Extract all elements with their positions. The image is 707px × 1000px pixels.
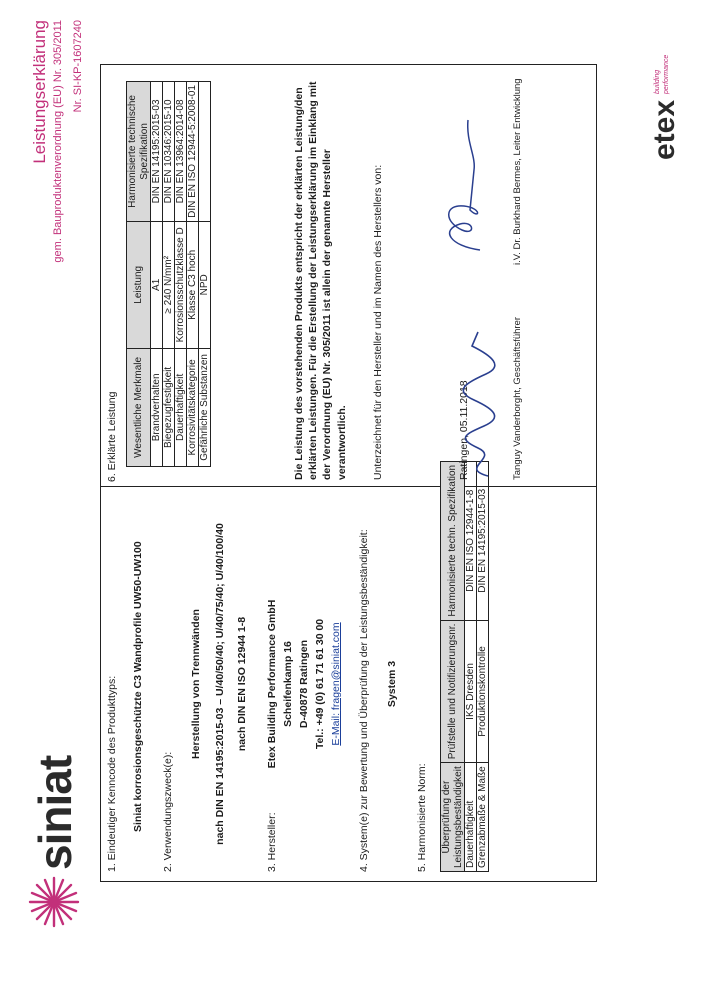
- signature-1-icon: [448, 322, 508, 482]
- declaration-text: Die Leistung des vorstehenden Produkts entspricht der erklärten Leistung/den erklärten Leistungen. Für die Erstellung der Leistungserklärung im Einklang mit der Verordnung (EU) Nr. 305/2011 ist allein der genannte Hersteller verantwortlich.: [293, 81, 348, 480]
- signature-2-icon: [430, 110, 500, 260]
- table-cell: Gefährliche Substanzen: [199, 348, 211, 466]
- frame-divider: [100, 486, 597, 487]
- table-header: Prüfstelle und Notifizierungsnr.: [441, 620, 465, 763]
- table-cell: DIN EN ISO 12944-5:2008-01: [187, 82, 199, 222]
- page-title: Leistungserklärung: [30, 20, 49, 164]
- table-row: [151, 82, 163, 467]
- table-header: Leistung: [127, 221, 151, 348]
- assessment-system: System 3: [386, 660, 398, 708]
- table-cell: Dauerhaftigkeit: [465, 763, 477, 872]
- table-cell: [199, 82, 211, 222]
- table-cell: A1: [151, 221, 163, 348]
- frame-bottom: [596, 64, 597, 882]
- performance-table: [126, 81, 211, 467]
- email-link[interactable]: E-Mail: fragen@siniat.com: [330, 622, 342, 746]
- table-row: [163, 82, 175, 467]
- product-code: Siniat korrosionsgeschützte C3 Wandprofile UW50-UW100: [132, 541, 144, 832]
- document-number: Nr. SI-KP-1607240: [72, 20, 84, 113]
- table-header-row: [127, 82, 151, 467]
- verification-table: [440, 461, 489, 872]
- signed-intro: Unterzeichnet für den Hersteller und im Namen des Herstellers von:: [372, 164, 384, 480]
- table-cell: DIN EN 14195:2015-03: [151, 82, 163, 222]
- manufacturer-company: Etex Building Performance GmbH: [266, 599, 278, 769]
- section-5-label: 5. Harmonisierte Norm:: [416, 763, 428, 872]
- siniat-wordmark: siniat: [29, 755, 81, 870]
- etex-tagline-1: building: [654, 69, 661, 94]
- table-cell: Biegezugfestigkeit: [163, 348, 175, 466]
- table-cell: DIN EN 14195:2015-03: [477, 461, 489, 620]
- table-header: Harmonisierte technische Spezifikation: [127, 82, 151, 222]
- manufacturer-phone: Tel.: +49 (0) 61 71 61 30 00: [314, 618, 326, 750]
- table-row: [477, 461, 489, 871]
- table-cell: Korrosivitätskategorie: [187, 348, 199, 466]
- table-header: Harmonisierte techn. Spezifikation: [441, 461, 465, 620]
- table-row: [175, 82, 187, 467]
- table-row: [187, 82, 199, 467]
- table-cell: Dauerhaftigkeit: [175, 348, 187, 466]
- table-cell: Klasse C3 hoch: [187, 221, 199, 348]
- section-6-label: 6. Erklärte Leistung: [106, 391, 118, 482]
- table-header-row: [441, 461, 465, 871]
- table-row: [465, 461, 477, 871]
- section-2-label: 2. Verwendungszweck(e):: [162, 751, 174, 872]
- table-cell: ≥ 240 N/mm²: [163, 221, 175, 348]
- manufacturer-email: [330, 490, 343, 878]
- table-header: Überprüfung der Leistungsbeständigkeit: [441, 763, 465, 872]
- section-1-label: 1. Eindeutiger Kenncode des Produkttyps:: [106, 675, 118, 872]
- table-cell: Produktionskontrolle: [477, 620, 489, 763]
- table-cell: Korrosionsschutzklasse D: [175, 221, 187, 348]
- table-header: Wesentliche Merkmale: [127, 348, 151, 466]
- table-cell: DIN EN 10346:2015-10: [163, 82, 175, 222]
- table-cell: IKS Dresden: [465, 620, 477, 763]
- table-cell: Brandverhalten: [151, 348, 163, 466]
- etex-logo: [648, 50, 688, 160]
- etex-tagline-2: performance: [663, 54, 670, 94]
- table-cell: NPD: [199, 221, 211, 348]
- table-row: [199, 82, 211, 467]
- manufacturer-street: Scheifenkamp 16: [282, 641, 294, 727]
- siniat-star-icon: [26, 874, 82, 930]
- page-subtitle: gem. Bauproduktenverordnung (EU) Nr. 305/2011: [52, 20, 64, 263]
- place-date: Ratingen, 05.11.2018: [458, 380, 470, 480]
- frame-top: [100, 64, 101, 882]
- table-cell: DIN EN 13964:2014-08: [175, 82, 187, 222]
- table-cell: Grenzabmaße & Maße: [477, 763, 489, 872]
- etex-wordmark: etex: [648, 99, 681, 160]
- section-4-label: 4. System(e) zur Bewertung und Überprüfung der Leistungsbeständigkeit:: [358, 529, 370, 872]
- signer-2: i.V. Dr. Burkhard Bermes, Leiter Entwicklung: [512, 78, 523, 265]
- intended-use-line-2: nach DIN EN 14195:2015-03 – U/40/50/40; U/40/75/40; U/40/100/40: [214, 523, 226, 845]
- frame-right: [100, 64, 597, 65]
- siniat-logo: [26, 720, 82, 930]
- section-3-label: 3. Hersteller:: [266, 812, 278, 872]
- intended-use-line-3: nach DIN EN ISO 12944 1-8: [236, 616, 248, 752]
- table-cell: DIN EN ISO 12944-1-8: [465, 461, 477, 620]
- signer-1: Tanguy Vanderborght, Geschäftsführer: [512, 316, 523, 480]
- manufacturer-city: D-40878 Ratingen: [298, 639, 310, 729]
- intended-use-line-1: Herstellung von Trennwänden: [190, 609, 202, 759]
- frame-left: [100, 881, 597, 882]
